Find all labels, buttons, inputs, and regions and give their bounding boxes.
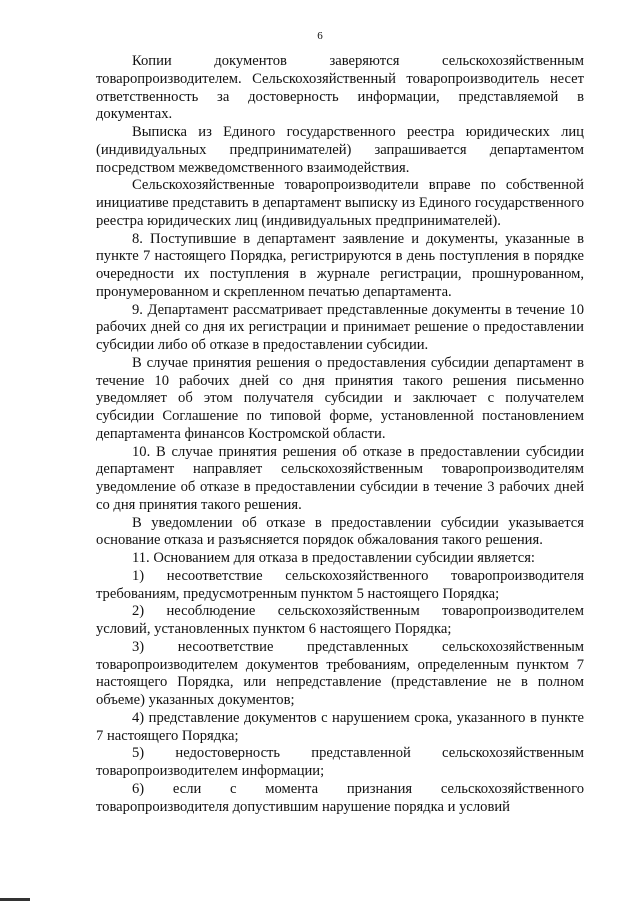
paragraph-refusal-grounds-explained: В уведомлении об отказе в предоставлении субсидии указывается основание отказа и разъясняется порядок обжалования такого решения. [96,514,584,549]
paragraph-item-9-review: 9. Департамент рассматривает представленные документы в течение 10 рабочих дней со дня их регистрации и принимает решение о предоставлении субсидии либо об отказе в предоставлении субсидии. [96,301,584,353]
list-item-3: 3) несоответствие представленных сельскохозяйственным товаропроизводителем документов требованиям, определенным пунктом 7 настоящего Порядка, или непредставление (представление не в полном объеме) указанных документов; [96,638,584,708]
paragraph-copies-certification: Копии документов заверяются сельскохозяйственным товаропроизводителем. Сельскохозяйственный товаропроизводитель несет ответственность за достоверность информации, представляемой в документах. [96,53,584,123]
paragraph-item-11-heading: 11. Основанием для отказа в предоставлении субсидии является: [132,550,535,566]
list-item-5: 5) недостоверность представленной сельскохозяйственным товаропроизводителем информации; [96,745,584,779]
list-item-1: 1) несоответствие сельскохозяйственного товаропроизводителя требованиям, предусмотренным пунктом 5 настоящего Порядка; [96,567,584,602]
page-number: 6 [317,30,323,42]
list-item-2: 2) несоблюдение сельскохозяйственным товаропроизводителем условий, установленных пунктом 6 настоящего Порядка; [96,603,584,637]
list-item-4: 4) представление документов с нарушением срока, указанного в пункте 7 настоящего Порядка; [96,709,584,744]
paragraph-registry-extract-own-initiative: Сельскохозяйственные товаропроизводители вправе по собственной инициативе представить в департамент выписку из Единого государственного реестра юридических лиц (индивидуальных предпринимателей). [96,177,584,229]
paragraph-item-10-refusal-notice: 10. В случае принятия решения об отказе в предоставлении субсидии департамент направляет сельскохозяйственным товаропроизводителям уведомление об отказе в предоставлении субсидии в течение 3 рабочих дней со дня принятия такого решения. [96,443,584,513]
list-item-6: 6) если с момента признания сельскохозяйственного товаропроизводителя допустившим нарушение порядка и условий [96,780,584,815]
scan-edge-mark [0,898,30,901]
paragraph-subsidy-agreement: В случае принятия решения о предоставления субсидии департамент в течение 10 рабочих дней со дня принятия такого решения письменно уведомляет об этом получателя субсидии и заключает с получателем субсидии Соглашение по типовой форме, установленной постановлением департамента финансов Костромской области. [96,354,584,442]
document-body [96,53,584,816]
paragraph-registry-extract-request: Выписка из Единого государственного реестра юридических лиц (индивидуальных предпринимателей) запрашивается департаментом посредством межведомственного взаимодействия. [96,124,584,176]
paragraph-item-8-registration: 8. Поступившие в департамент заявление и документы, указанные в пункте 7 настоящего Порядка, регистрируются в день поступления в порядке очередности их поступления в журнале регистрации, прошнурованном, пронумерованном и скрепленном печатью департамента. [96,230,584,300]
